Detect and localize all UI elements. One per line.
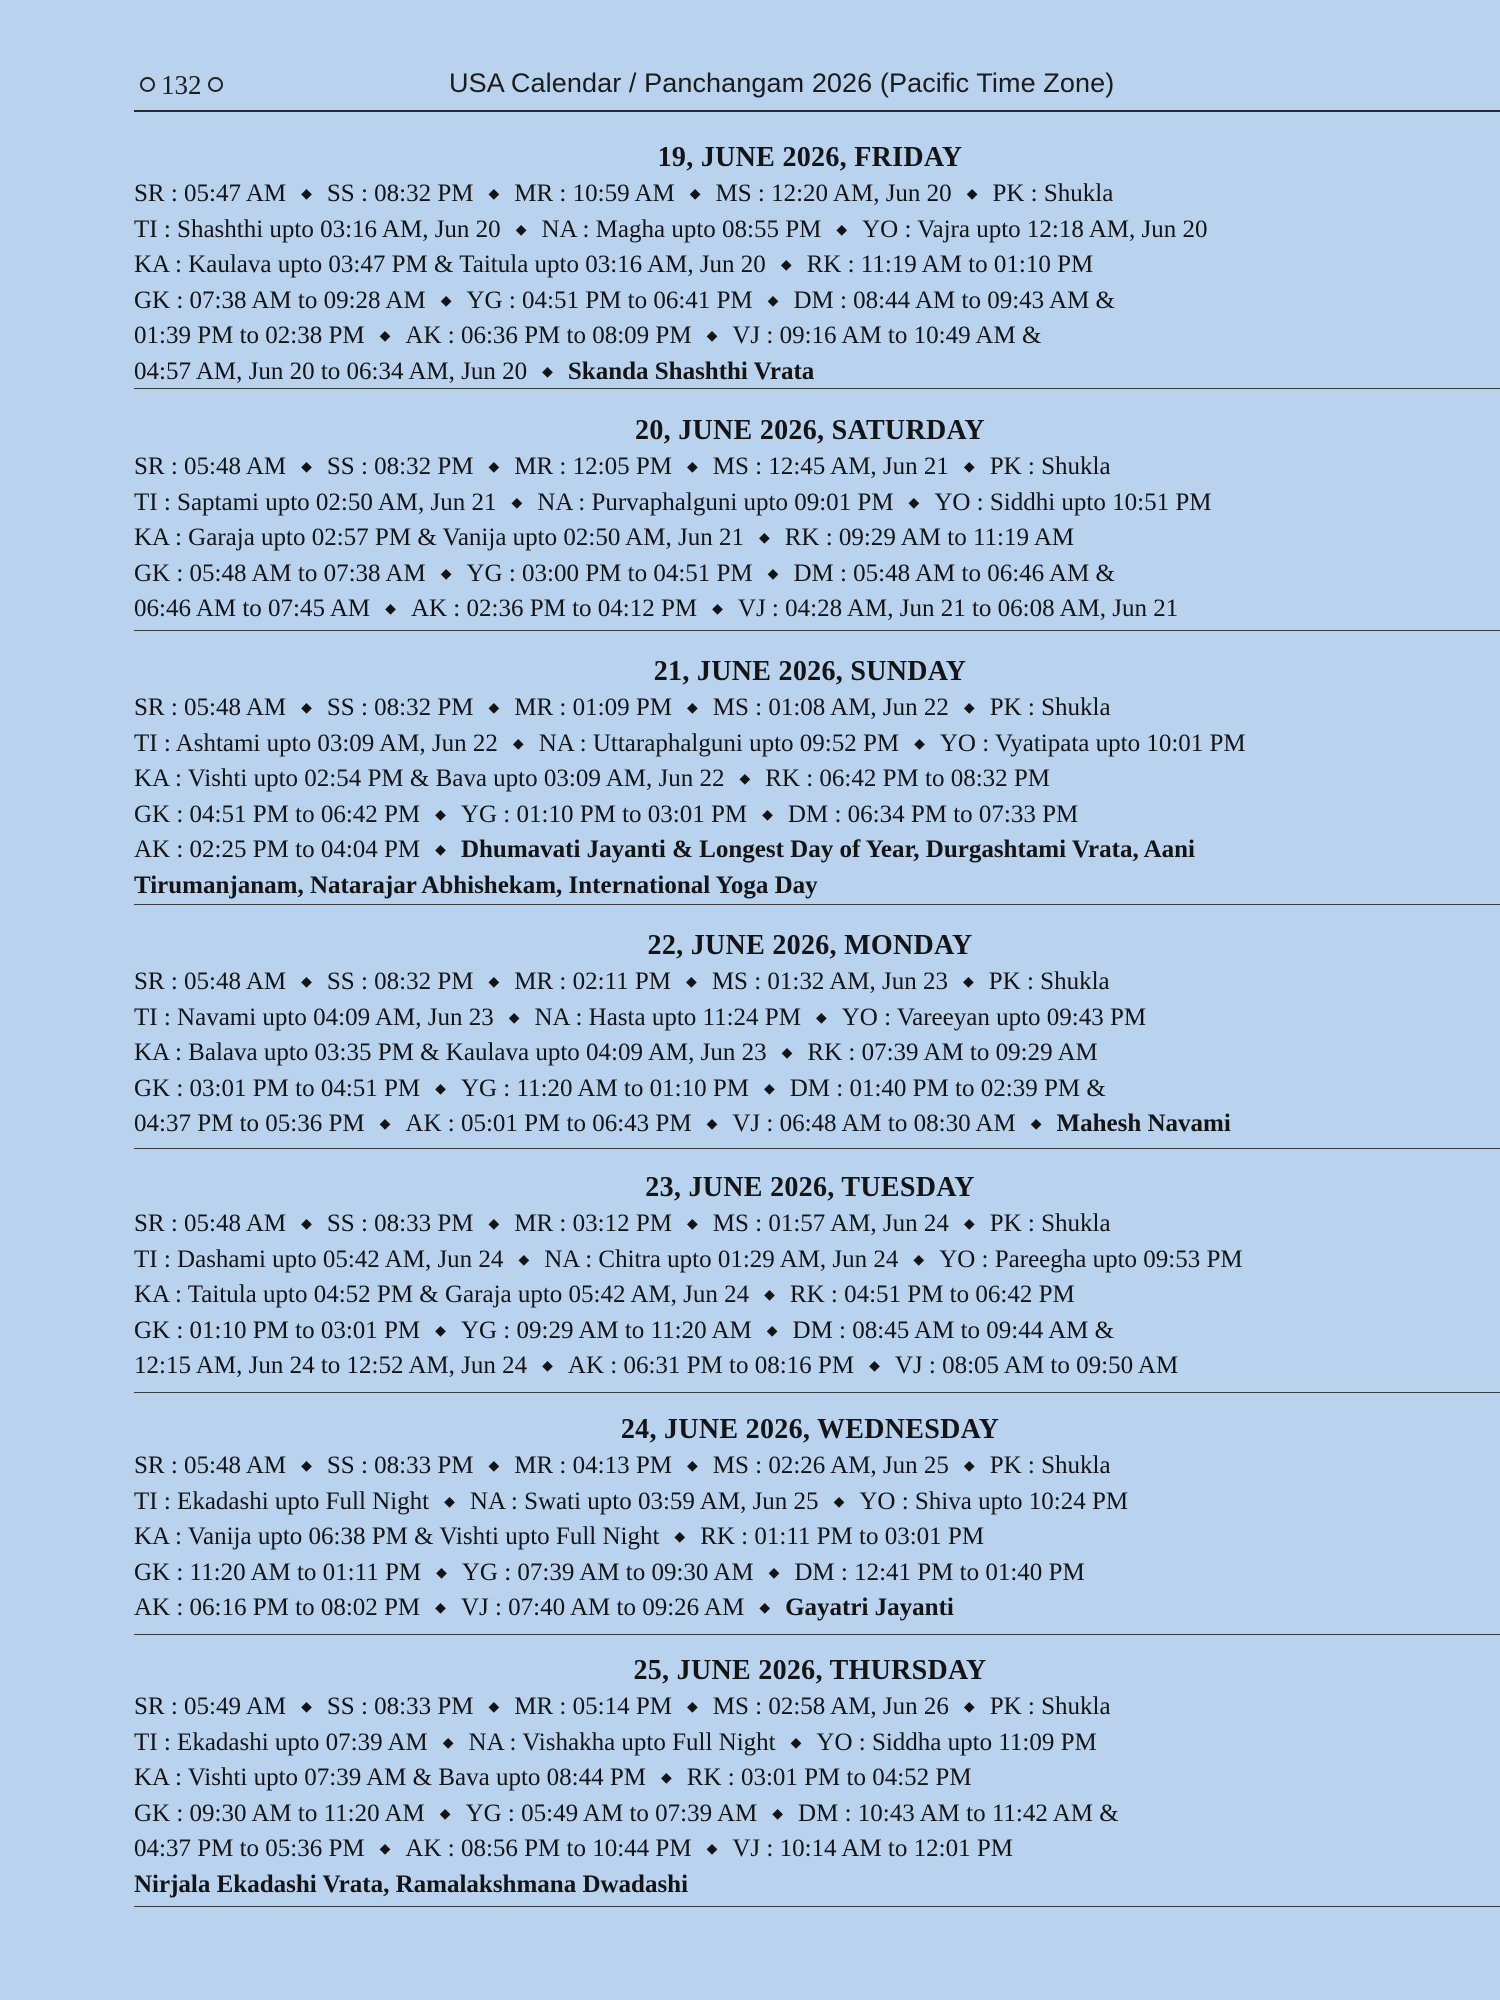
day-divider [134,388,1500,389]
diamond-bullet-icon: ◆ [301,975,312,990]
page-header [134,66,1500,112]
panchang-field: RK : 09:29 AM to 11:19 AM [784,524,1075,552]
panchang-field: KA : Vanija upto 06:38 PM & Vishti upto Full Night [134,1523,660,1551]
diamond-bullet-icon: ◆ [712,602,723,618]
diamond-bullet-icon: ◆ [435,807,446,823]
panchang-field: YO : Vyatipata upto 10:01 PM [939,729,1246,757]
panchang-line [134,1592,1500,1628]
panchang-field: SS : 08:33 PM [326,1210,474,1237]
panchang-field: SS : 08:32 PM [326,453,474,480]
festival-name: Skanda Shashthi Vrata [567,357,815,385]
day-divider [134,1148,1500,1149]
panchang-field: 04:37 PM to 05:36 PM [134,1835,365,1863]
panchang-line [134,1037,1500,1073]
day-title: 23, JUNE 2026, TUESDAY [645,1172,975,1203]
diamond-bullet-icon: ◆ [385,602,396,618]
panchang-field: NA : Purvaphalguni upto 09:01 PM [537,488,894,516]
day-entry [134,930,1500,1144]
panchang-field: YG : 05:49 AM to 07:39 AM [465,1799,758,1827]
panchang-line [134,763,1500,799]
diamond-bullet-icon: ◆ [542,1359,553,1375]
diamond-bullet-icon: ◆ [488,187,500,202]
panchang-field: YG : 11:20 AM to 01:10 PM [460,1074,749,1102]
diamond-bullet-icon: ◆ [963,975,974,990]
panchang-field: GK : 01:10 PM to 03:01 PM [134,1316,421,1344]
diamond-bullet-icon: ◆ [836,222,848,238]
day-divider [134,1392,1500,1393]
panchang-field: KA : Vishti upto 02:54 PM & Bava upto 03:09 AM, Jun 22 [134,765,725,793]
panchang-field: SR : 05:47 AM [134,180,287,207]
panchang-field: MR : 01:09 PM [514,694,672,721]
panchang-field: MS : 01:32 AM, Jun 23 [711,968,948,995]
panchang-field: SR : 05:48 AM [134,1210,287,1237]
diamond-bullet-icon: ◆ [963,701,975,716]
diamond-bullet-icon: ◆ [963,460,975,475]
diamond-bullet-icon: ◆ [301,701,312,716]
panchang-line [134,356,1500,392]
panchang-line [134,285,1500,321]
header-divider [134,110,1500,112]
diamond-bullet-icon: ◆ [488,1700,500,1715]
panchang-field: YO : Siddha upto 11:09 PM [816,1728,1097,1756]
festival-line-continued: Tirumanjanam, Natarajar Abhishekam, International Yoga Day [134,871,818,899]
panchang-field: KA : Balava upto 03:35 PM & Kaulava upto 04:09 AM, Jun 23 [134,1039,767,1067]
panchang-field: SS : 08:33 PM [326,1452,474,1479]
diamond-bullet-icon: ◆ [674,1530,686,1546]
panchang-field: PK : Shukla [989,1210,1111,1237]
panchang-field: 06:46 AM to 07:45 AM [134,595,371,623]
diamond-bullet-icon: ◆ [442,1735,454,1751]
panchang-field: DM : 08:45 AM to 09:44 AM & [792,1316,1115,1344]
diamond-bullet-icon: ◆ [764,1288,775,1304]
day-divider [134,1634,1500,1635]
diamond-bullet-icon: ◆ [436,1565,447,1581]
diamond-bullet-icon: ◆ [444,1494,455,1510]
panchang-field: TI : Ekadashi upto Full Night [134,1487,430,1515]
panchang-field: VJ : 09:16 AM to 10:49 AM & [732,322,1042,350]
panchang-field: TI : Navami upto 04:09 AM, Jun 23 [134,1003,494,1031]
panchang-field: RK : 07:39 AM to 09:29 AM [807,1039,1098,1067]
panchang-field: SR : 05:48 AM [134,453,287,480]
panchang-line [134,320,1500,356]
panchang-line [134,1727,1500,1763]
panchang-line [134,214,1500,250]
diamond-bullet-icon: ◆ [780,258,792,274]
panchang-field: DM : 05:48 AM to 06:46 AM & [793,559,1116,587]
diamond-bullet-icon: ◆ [379,329,391,345]
diamond-bullet-icon: ◆ [512,736,524,752]
panchang-field: GK : 03:01 PM to 04:51 PM [134,1074,421,1102]
panchang-field: NA : Hasta upto 11:24 PM [534,1003,801,1031]
panchang-field: MR : 10:59 AM [514,180,675,207]
panchang-field: NA : Vishakha upto Full Night [468,1728,776,1756]
panchang-line [134,799,1500,835]
day-title: 24, JUNE 2026, WEDNESDAY [620,1414,1000,1445]
panchang-field: VJ : 04:28 AM, Jun 21 to 06:08 AM, Jun 21 [737,595,1179,623]
diamond-bullet-icon: ◆ [488,701,500,716]
panchang-field: SR : 05:48 AM [134,1452,287,1479]
panchang-line [134,1279,1500,1315]
diamond-bullet-icon: ◆ [686,975,697,990]
panchang-field: YO : Pareegha upto 09:53 PM [939,1245,1243,1273]
panchang-field: NA : Magha upto 08:55 PM [541,215,822,243]
panchang-field: 01:39 PM to 02:38 PM [134,322,365,350]
diamond-bullet-icon: ◆ [758,531,770,547]
panchang-field: GK : 09:30 AM to 11:20 AM [134,1799,425,1827]
diamond-bullet-icon: ◆ [686,1459,698,1474]
panchang-line [134,249,1500,285]
panchang-line [134,834,1500,870]
diamond-bullet-icon: ◆ [833,1494,845,1510]
panchang-field: SS : 08:32 PM [326,694,474,721]
panchang-field: YG : 04:51 PM to 06:41 PM [466,286,753,314]
diamond-bullet-icon: ◆ [781,1046,793,1062]
panchang-line [134,558,1500,594]
panchang-field: RK : 03:01 PM to 04:52 PM [686,1764,972,1792]
panchang-field: PK : Shukla [989,694,1111,721]
diamond-bullet-icon: ◆ [435,1323,446,1339]
festival-name: Gayatri Jayanti [785,1594,954,1622]
diamond-bullet-icon: ◆ [966,187,978,202]
panchang-field: KA : Vishti upto 07:39 AM & Bava upto 08:44 PM [134,1764,646,1792]
diamond-bullet-icon: ◆ [913,1252,925,1268]
panchang-field: YG : 09:29 AM to 11:20 AM [460,1316,752,1344]
panchang-field: AK : 05:01 PM to 06:43 PM [405,1110,692,1138]
panchang-line [134,593,1500,629]
day-entry [134,1655,1500,1901]
diamond-bullet-icon: ◆ [686,1700,698,1715]
diamond-bullet-icon: ◆ [739,772,751,788]
panchang-field: RK : 01:11 PM to 03:01 PM [700,1523,985,1551]
panchang-field: YG : 07:39 AM to 09:30 AM [461,1558,754,1586]
panchang-field: DM : 10:43 AM to 11:42 AM & [798,1799,1119,1827]
diamond-bullet-icon: ◆ [518,1252,530,1268]
diamond-bullet-icon: ◆ [869,1359,880,1375]
festival-name: Dhumavati Jayanti & Longest Day of Year, Durgashtami Vrata, Aani [460,836,1195,864]
day-divider [134,630,1500,631]
panchang-field: NA : Swati upto 03:59 AM, Jun 25 [469,1487,819,1515]
panchang-line [134,522,1500,558]
diamond-bullet-icon: ◆ [508,1010,520,1026]
day-entry [134,656,1500,902]
festival-name: Mahesh Navami [1056,1110,1231,1138]
day-entry [134,142,1500,392]
panchang-field: YO : Vajra upto 12:18 AM, Jun 20 [862,215,1208,243]
panchang-field: TI : Dashami upto 05:42 AM, Jun 24 [134,1245,504,1273]
day-title: 19, JUNE 2026, FRIDAY [657,142,963,173]
panchang-field: MS : 02:58 AM, Jun 26 [712,1693,949,1720]
panchang-field: MR : 03:12 PM [514,1210,672,1237]
diamond-bullet-icon: ◆ [686,1217,698,1232]
panchang-field: AK : 02:36 PM to 04:12 PM [410,595,698,623]
diamond-bullet-icon: ◆ [908,495,920,511]
day-title: 20, JUNE 2026, SATURDAY [635,415,985,446]
diamond-bullet-icon: ◆ [435,843,446,859]
diamond-bullet-icon: ◆ [706,1117,718,1133]
diamond-bullet-icon: ◆ [488,1459,500,1474]
panchang-line [134,1691,1500,1727]
panchang-line [134,1002,1500,1038]
day-entry [134,415,1500,629]
panchang-field: PK : Shukla [989,453,1111,480]
panchang-field: SS : 08:32 PM [326,968,474,995]
panchang-field: PK : Shukla [989,1452,1111,1479]
panchang-field: PK : Shukla [989,1693,1111,1720]
panchang-field: VJ : 06:48 AM to 08:30 AM [732,1110,1016,1138]
circle-ornament-icon [208,77,223,92]
panchang-line [134,1315,1500,1351]
diamond-bullet-icon: ◆ [768,1565,780,1581]
panchang-field: TI : Shashthi upto 03:16 AM, Jun 20 [134,215,501,243]
panchang-field: GK : 11:20 AM to 01:11 PM [134,1558,422,1586]
panchang-field: VJ : 07:40 AM to 09:26 AM [460,1594,745,1622]
day-title: 21, JUNE 2026, SUNDAY [653,656,967,687]
diamond-bullet-icon: ◆ [660,1771,672,1787]
panchang-line [134,1557,1500,1593]
panchang-field: GK : 05:48 AM to 07:38 AM [134,559,426,587]
diamond-bullet-icon: ◆ [435,1081,446,1097]
panchang-field: RK : 04:51 PM to 06:42 PM [789,1281,1075,1309]
panchang-field: KA : Kaulava upto 03:47 PM & Taitula upto 03:16 AM, Jun 20 [134,251,766,279]
diamond-bullet-icon: ◆ [488,975,500,990]
panchang-field: TI : Ashtami upto 03:09 AM, Jun 22 [134,729,498,757]
panchang-field: TI : Saptami upto 02:50 AM, Jun 21 [134,488,497,516]
diamond-bullet-icon: ◆ [766,1323,778,1339]
panchang-field: MR : 02:11 PM [514,968,672,995]
panchang-line [134,178,1500,214]
panchang-field: VJ : 10:14 AM to 12:01 PM [732,1835,1013,1863]
day-title: 22, JUNE 2026, MONDAY [647,930,973,961]
panchang-field: KA : Garaja upto 02:57 PM & Vanija upto 02:50 AM, Jun 21 [134,524,744,552]
diamond-bullet-icon: ◆ [963,1700,975,1715]
panchang-field: SR : 05:48 AM [134,694,287,721]
diamond-bullet-icon: ◆ [767,566,779,582]
day-entry [134,1172,1500,1386]
page-number [134,70,229,101]
diamond-bullet-icon: ◆ [914,736,925,752]
panchang-line [134,1833,1500,1869]
panchang-field: SS : 08:33 PM [326,1693,474,1720]
panchang-field: PK : Shukla [992,180,1114,207]
diamond-bullet-icon: ◆ [706,1842,718,1858]
panchang-field: YO : Vareeyan upto 09:43 PM [841,1003,1147,1031]
panchang-line [134,1208,1500,1244]
panchang-line [134,1450,1500,1486]
panchang-field: MR : 05:14 PM [514,1693,672,1720]
panchang-field: NA : Uttaraphalguni upto 09:52 PM [538,729,900,757]
diamond-bullet-icon: ◆ [706,329,718,345]
panchang-line [134,692,1500,728]
panchang-field: AK : 06:16 PM to 08:02 PM [134,1594,421,1622]
diamond-bullet-icon: ◆ [379,1117,391,1133]
diamond-bullet-icon: ◆ [488,1217,500,1232]
panchang-field: GK : 07:38 AM to 09:28 AM [134,286,426,314]
panchang-field: MR : 12:05 PM [514,453,672,480]
panchang-line [134,1762,1500,1798]
panchang-field: RK : 11:19 AM to 01:10 PM [806,251,1094,279]
diamond-bullet-icon: ◆ [301,460,312,475]
panchang-field: MR : 04:13 PM [514,1452,672,1479]
panchang-field: AK : 02:25 PM to 04:04 PM [134,836,421,864]
diamond-bullet-icon: ◆ [301,187,312,202]
diamond-bullet-icon: ◆ [815,1010,827,1026]
panchang-line [134,1798,1500,1834]
panchang-line [134,1073,1500,1109]
panchang-line [134,1486,1500,1522]
panchang-line [134,1521,1500,1557]
diamond-bullet-icon: ◆ [686,460,698,475]
diamond-bullet-icon: ◆ [767,293,779,309]
panchang-field: KA : Taitula upto 04:52 PM & Garaja upto 05:42 AM, Jun 24 [134,1281,750,1309]
panchang-field: MS : 12:20 AM, Jun 20 [715,180,952,207]
panchang-field: DM : 01:40 PM to 02:39 PM & [789,1074,1106,1102]
panchang-field: MS : 12:45 AM, Jun 21 [712,453,949,480]
diamond-bullet-icon: ◆ [379,1842,391,1858]
panchang-field: YG : 03:00 PM to 04:51 PM [466,559,753,587]
diamond-bullet-icon: ◆ [511,495,523,511]
diamond-bullet-icon: ◆ [435,1601,446,1617]
panchang-field: 04:57 AM, Jun 20 to 06:34 AM, Jun 20 [134,357,528,385]
diamond-bullet-icon: ◆ [440,293,452,309]
diamond-bullet-icon: ◆ [759,1601,771,1617]
panchang-line [134,1108,1500,1144]
circle-ornament-icon [140,77,155,92]
diamond-bullet-icon: ◆ [1030,1117,1042,1133]
diamond-bullet-icon: ◆ [689,187,701,202]
diamond-bullet-icon: ◆ [301,1700,312,1715]
panchang-line [134,1350,1500,1386]
diamond-bullet-icon: ◆ [963,1217,975,1232]
panchang-line [134,966,1500,1002]
day-title: 25, JUNE 2026, THURSDAY [633,1655,987,1686]
panchang-field: AK : 06:31 PM to 08:16 PM [567,1352,855,1380]
panchang-field: YO : Siddhi upto 10:51 PM [934,488,1212,516]
panchang-field: TI : Ekadashi upto 07:39 AM [134,1728,428,1756]
panchang-line [134,728,1500,764]
diamond-bullet-icon: ◆ [772,1806,784,1822]
day-divider [134,1906,1500,1907]
panchang-field: GK : 04:51 PM to 06:42 PM [134,800,421,828]
panchang-field: SS : 08:32 PM [326,180,474,207]
diamond-bullet-icon: ◆ [301,1459,312,1474]
panchang-field: MS : 02:26 AM, Jun 25 [712,1452,949,1479]
panchang-field: 04:37 PM to 05:36 PM [134,1110,365,1138]
panchang-field: YG : 01:10 PM to 03:01 PM [460,800,748,828]
diamond-bullet-icon: ◆ [488,460,500,475]
diamond-bullet-icon: ◆ [301,1217,312,1232]
panchang-field: YO : Shiva upto 10:24 PM [859,1487,1129,1515]
panchang-field: SR : 05:48 AM [134,968,287,995]
diamond-bullet-icon: ◆ [542,364,553,380]
diamond-bullet-icon: ◆ [762,807,773,823]
diamond-bullet-icon: ◆ [790,1735,802,1751]
day-entry [134,1414,1500,1628]
panchang-line [134,1244,1500,1280]
panchang-field: MS : 01:57 AM, Jun 24 [712,1210,949,1237]
page-number-text: 132 [161,70,202,100]
panchang-line [134,451,1500,487]
panchang-line [134,487,1500,523]
panchang-field: MS : 01:08 AM, Jun 22 [712,694,949,721]
panchang-field: SR : 05:49 AM [134,1693,287,1720]
diamond-bullet-icon: ◆ [686,701,698,716]
festival-line: Nirjala Ekadashi Vrata, Ramalakshmana Dwadashi [134,1870,689,1898]
diamond-bullet-icon: ◆ [963,1459,975,1474]
diamond-bullet-icon: ◆ [440,566,452,582]
diamond-bullet-icon: ◆ [763,1081,775,1097]
panchang-field: DM : 12:41 PM to 01:40 PM [794,1558,1085,1586]
diamond-bullet-icon: ◆ [515,222,527,238]
panchang-field: 12:15 AM, Jun 24 to 12:52 AM, Jun 24 [134,1352,528,1380]
day-divider [134,904,1500,905]
panchang-field: DM : 08:44 AM to 09:43 AM & [793,286,1116,314]
panchang-field: PK : Shukla [988,968,1110,995]
panchang-field: VJ : 08:05 AM to 09:50 AM [894,1352,1179,1380]
diamond-bullet-icon: ◆ [439,1806,451,1822]
page-title: USA Calendar / Panchangam 2026 (Pacific Time Zone) [449,68,1115,98]
panchang-field: NA : Chitra upto 01:29 AM, Jun 24 [544,1245,899,1273]
panchang-field: AK : 06:36 PM to 08:09 PM [405,322,692,350]
panchang-field: DM : 06:34 PM to 07:33 PM [787,800,1079,828]
panchang-field: RK : 06:42 PM to 08:32 PM [765,765,1051,793]
panchang-field: AK : 08:56 PM to 10:44 PM [405,1835,692,1863]
